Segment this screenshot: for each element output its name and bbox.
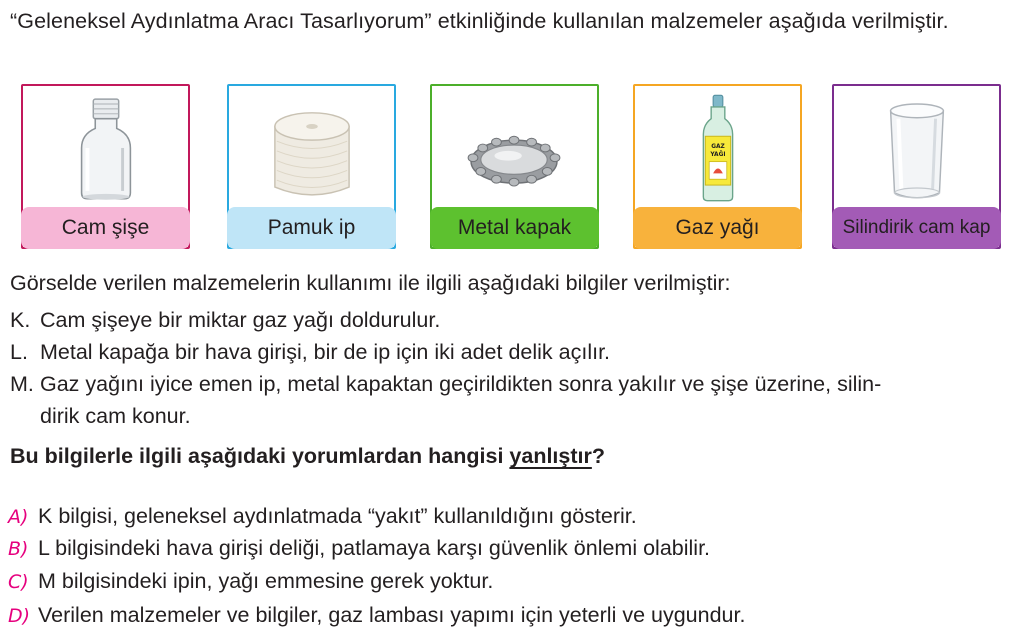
glass-cylinder-icon <box>834 86 999 208</box>
question-text: Bu bilgilerle ilgili aşağıdaki yorumlardan hangisi <box>10 444 510 468</box>
question <box>10 441 605 472</box>
material-label: Silindirik cam kap <box>832 207 1001 249</box>
material-label: Gaz yağı <box>633 207 802 249</box>
statement-m-continued: dirik cam konur. <box>40 404 191 428</box>
materials-row <box>0 84 1035 252</box>
metal-cap-icon <box>432 86 597 208</box>
option-letter: B) <box>8 538 29 560</box>
option-b[interactable] <box>8 533 710 565</box>
statement-letter: K. <box>10 308 31 332</box>
option-text: L bilgisindeki hava girişi deliği, patlamaya karşı güvenlik önlemi olabilir. <box>38 536 711 560</box>
statement-k <box>10 305 440 336</box>
statement-text: Gaz yağını iyice emen ip, metal kapaktan geçirildikten sonra yakılır ve şişe üzerine, silin- <box>40 372 882 396</box>
material-label: Cam şişe <box>21 207 190 249</box>
question-end: ? <box>591 444 605 468</box>
info-intro: Görselde verilen malzemelerin kullanımı ile ilgili aşağıdaki bilgiler verilmiştir: <box>10 271 731 295</box>
option-letter: D) <box>8 605 31 627</box>
material-card-cotton-thread <box>227 84 396 249</box>
kerosene-bottle-icon <box>635 86 800 208</box>
material-card-glass-bottle <box>21 84 190 249</box>
option-c[interactable] <box>8 566 493 598</box>
material-label: Metal kapak <box>430 207 599 249</box>
option-text: K bilgisi, geleneksel aydınlatmada “yakıt” kullanıldığını gösterir. <box>38 504 637 528</box>
statement-text: Metal kapağa bir hava girişi, bir de ip için iki adet delik açılır. <box>40 340 611 364</box>
statement-m <box>10 369 881 400</box>
statement-l <box>10 337 610 368</box>
option-text: Verilen malzemeler ve bilgiler, gaz lambası yapımı için yeterli ve uygundur. <box>38 603 746 627</box>
intro-text: “Geleneksel Aydınlatma Aracı Tasarlıyorum” etkinliğinde kullanılan malzemeler aşağıda verilmiştir. <box>10 9 949 33</box>
material-card-kerosene <box>633 84 802 249</box>
statement-letter: M. <box>10 372 34 396</box>
cotton-thread-icon <box>229 86 394 208</box>
option-a[interactable] <box>8 501 637 533</box>
option-text: M bilgisindeki ipin, yağı emmesine gerek yoktur. <box>38 569 494 593</box>
material-card-metal-cap <box>430 84 599 249</box>
glass-bottle-icon <box>23 86 188 208</box>
question-emphasis: yanlıştır <box>509 444 592 468</box>
bottle-label-line1: GAZ <box>711 143 725 150</box>
bottle-label-line2: YAĞI <box>710 151 726 158</box>
option-letter: A) <box>8 506 29 528</box>
material-card-glass-cylinder <box>832 84 1001 249</box>
material-label: Pamuk ip <box>227 207 396 249</box>
option-letter: C) <box>8 571 29 593</box>
statement-text: Cam şişeye bir miktar gaz yağı doldurulur. <box>40 308 441 332</box>
option-d[interactable] <box>8 600 745 632</box>
statement-letter: L. <box>10 340 28 364</box>
